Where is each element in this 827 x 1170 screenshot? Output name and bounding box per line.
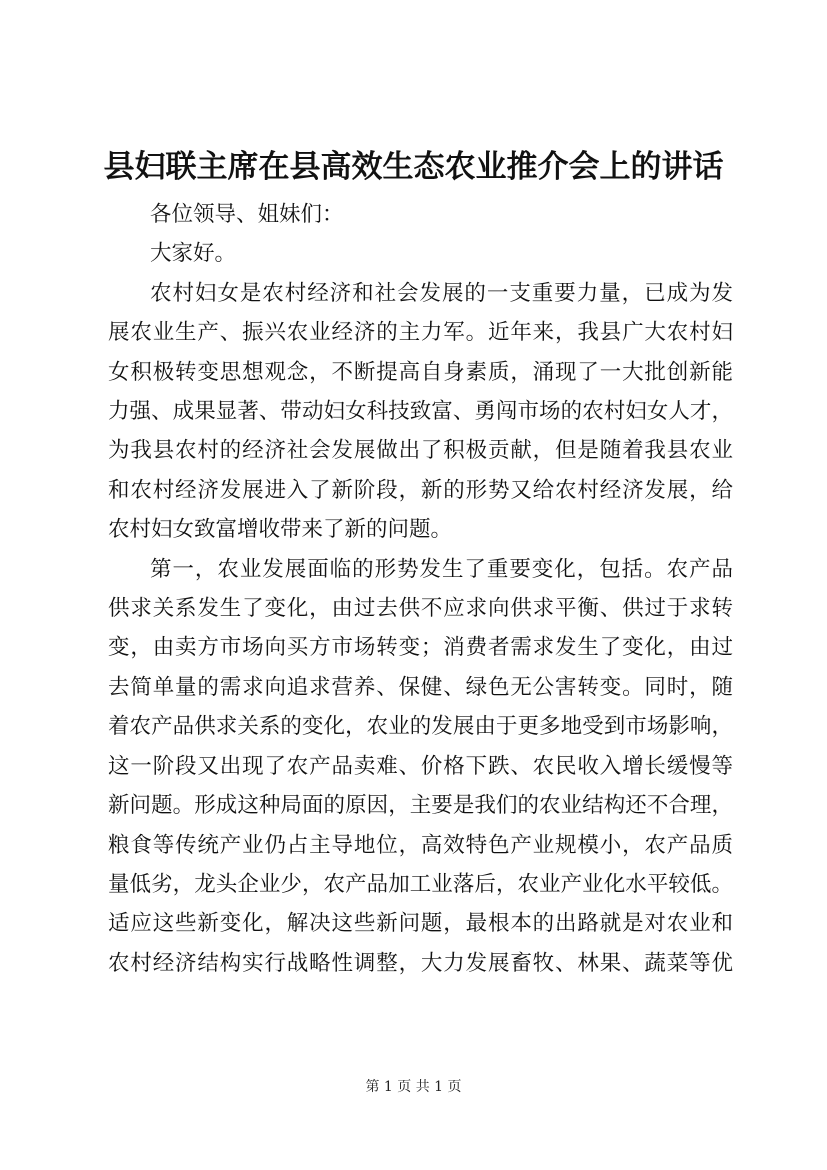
text-line: 农村妇女是农村经济和社会发展的一支重要力量，已成为发 <box>150 280 733 306</box>
text-line: 着农产品供求关系的变化，农业的发展由于更多地受到市场影响， <box>108 714 733 740</box>
text-line: 第一，农业发展面临的形势发生了重要变化，包括。农产品 <box>150 556 733 582</box>
text-line: 大家好。 <box>150 241 237 267</box>
text-line: 变，由卖方市场向买方市场转变；消费者需求发生了变化，由过 <box>108 635 733 661</box>
text-line: 适应这些新变化，解决这些新问题，最根本的出路就是对农业和 <box>108 911 733 937</box>
text-line: 新问题。形成这种局面的原因，主要是我们的农业结构还不合理， <box>108 793 733 819</box>
text-line: 和农村经济发展进入了新阶段，新的形势又给农村经济发展，给 <box>108 477 733 503</box>
text-line: 粮食等传统产业仍占主导地位，高效特色产业规模小，农产品质 <box>108 832 733 858</box>
text-line: 农村妇女致富增收带来了新的问题。 <box>108 517 453 543</box>
document-body <box>108 195 733 983</box>
text-line: 力强、成果显著、带动妇女科技致富、勇闯市场的农村妇女人才， <box>108 399 733 425</box>
text-line: 这一阶段又出现了农产品卖难、价格下跌、农民收入增长缓慢等 <box>108 753 733 779</box>
text-line: 量低劣，龙头企业少，农产品加工业落后，农业产业化水平较低。 <box>108 871 733 897</box>
text-line: 供求关系发生了变化，由过去供不应求向供求平衡、供过于求转 <box>108 596 733 622</box>
document-title: 县妇联主席在县高效生态农业推介会上的讲话 <box>103 149 724 185</box>
text-line: 各位领导、姐妹们： <box>150 202 344 227</box>
text-line: 去简单量的需求向追求营养、保健、绿色无公害转变。同时，随 <box>108 674 733 700</box>
text-line: 为我县农村的经济社会发展做出了积极贡献，但是随着我县农业 <box>108 438 733 464</box>
text-line: 展农业生产、振兴农业经济的主力军。近年来，我县广大农村妇 <box>108 320 733 346</box>
text-line: 农村经济结构实行战略性调整，大力发展畜牧、林果、蔬菜等优 <box>108 950 733 976</box>
text-line: 女积极转变思想观念，不断提高自身素质，涌现了一大批创新能 <box>108 359 733 385</box>
page-number-footer: 第 1 页 共 1 页 <box>365 1079 462 1095</box>
